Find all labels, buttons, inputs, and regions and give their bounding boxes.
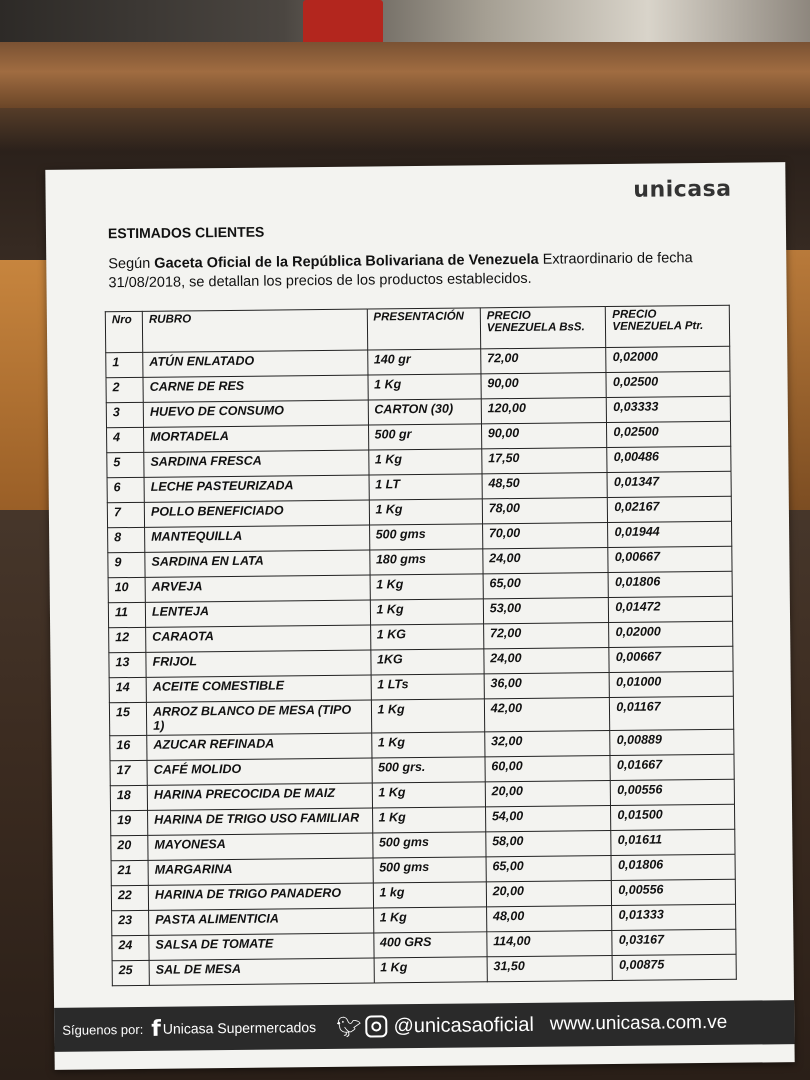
cell-precio-bss: 20,00 xyxy=(485,781,611,807)
follow-label: Síguenos por: xyxy=(62,1021,144,1038)
cell-precio-ptr: 0,01944 xyxy=(608,521,732,547)
cell-precio-ptr: 0,01167 xyxy=(610,696,734,730)
cell-rubro: MARGARINA xyxy=(148,858,373,885)
price-table xyxy=(105,305,737,987)
header-presentacion: PRESENTACIÓN xyxy=(367,308,481,350)
cell-presentacion: 1 Kg xyxy=(372,782,486,808)
cell-precio-ptr: 0,01472 xyxy=(609,596,733,622)
cell-nro: 24 xyxy=(112,935,149,960)
cell-precio-bss: 36,00 xyxy=(484,673,610,699)
cell-precio-ptr: 0,02000 xyxy=(609,621,733,647)
background-top-strip xyxy=(0,0,810,44)
cell-precio-ptr: 0,02500 xyxy=(606,371,730,397)
cell-presentacion: 1 Kg xyxy=(368,449,482,475)
cell-rubro: CARAOTA xyxy=(146,625,371,652)
cell-nro: 15 xyxy=(109,702,146,735)
cell-rubro: LECHE PASTEURIZADA xyxy=(144,475,369,502)
cell-presentacion: 1 Kg xyxy=(373,907,487,933)
cell-rubro: CARNE DE RES xyxy=(143,375,368,402)
cell-nro: 6 xyxy=(107,477,144,502)
cell-nro: 14 xyxy=(109,677,146,702)
cell-nro: 21 xyxy=(111,860,148,885)
cell-precio-ptr: 0,00486 xyxy=(607,446,731,472)
cell-precio-ptr: 0,01500 xyxy=(611,804,735,830)
cell-rubro: PASTA ALIMENTICIA xyxy=(149,908,374,935)
cell-presentacion: 140 gr xyxy=(367,349,481,375)
cell-rubro: AZUCAR REFINADA xyxy=(147,733,372,760)
cell-rubro: ARVEJA xyxy=(145,575,370,602)
cell-presentacion: 1 Kg xyxy=(371,732,485,758)
cell-precio-bss: 20,00 xyxy=(486,881,612,907)
cell-precio-ptr: 0,01611 xyxy=(611,829,735,855)
cell-presentacion: 1 LTs xyxy=(371,674,485,700)
cell-precio-bss: 60,00 xyxy=(485,756,611,782)
cell-nro: 3 xyxy=(106,402,143,427)
cell-precio-bss: 78,00 xyxy=(482,498,608,524)
cell-rubro: MAYONESA xyxy=(148,833,373,860)
footer-bar xyxy=(54,1000,794,1052)
instagram-icon xyxy=(365,1015,387,1037)
cell-rubro: HARINA DE TRIGO PANADERO xyxy=(148,883,373,910)
cell-nro: 23 xyxy=(112,910,149,935)
header-precio-bss: PRECIO VENEZUELA BsS. xyxy=(480,307,606,349)
cell-precio-ptr: 0,02167 xyxy=(608,496,732,522)
cell-nro: 18 xyxy=(110,785,147,810)
cell-precio-bss: 42,00 xyxy=(484,698,610,732)
cell-precio-bss: 72,00 xyxy=(483,623,609,649)
cell-rubro: HARINA DE TRIGO USO FAMILIAR xyxy=(148,808,373,835)
cell-precio-ptr: 0,01347 xyxy=(607,471,731,497)
cell-precio-bss: 24,00 xyxy=(484,648,610,674)
cell-rubro: LENTEJA xyxy=(145,600,370,627)
cell-precio-bss: 90,00 xyxy=(481,423,607,449)
cell-precio-bss: 48,00 xyxy=(486,906,612,932)
cell-presentacion: 180 gms xyxy=(369,549,483,575)
cell-nro: 19 xyxy=(111,810,148,835)
cell-presentacion: 1 LT xyxy=(369,474,483,500)
cell-presentacion: 500 gms xyxy=(369,524,483,550)
cell-rubro: FRIJOL xyxy=(146,650,371,677)
cell-rubro: SAL DE MESA xyxy=(149,958,374,985)
cell-rubro: ARROZ BLANCO DE MESA (TIPO 1) xyxy=(146,700,371,735)
cell-precio-ptr: 0,01000 xyxy=(610,671,734,697)
cell-presentacion: 1 Kg xyxy=(374,957,488,983)
cell-nro: 2 xyxy=(106,377,143,402)
cell-nro: 17 xyxy=(110,760,147,785)
cell-rubro: SARDINA EN LATA xyxy=(145,550,370,577)
cell-precio-bss: 31,50 xyxy=(487,956,613,982)
cell-nro: 20 xyxy=(111,835,148,860)
cell-presentacion: 500 gr xyxy=(368,424,482,450)
cell-presentacion: 1 Kg xyxy=(371,699,485,733)
cell-nro: 12 xyxy=(109,627,146,652)
intro-gazette: Gaceta Oficial de la República Bolivariana de Venezuela xyxy=(154,251,539,272)
cell-nro: 16 xyxy=(110,735,147,760)
cell-precio-ptr: 0,00875 xyxy=(612,954,736,980)
cell-rubro: MANTEQUILLA xyxy=(145,525,370,552)
cell-rubro: SALSA DE TOMATE xyxy=(149,933,374,960)
notice-intro xyxy=(108,249,748,294)
facebook-icon: f xyxy=(151,1016,161,1042)
cell-precio-bss: 32,00 xyxy=(485,731,611,757)
cell-precio-bss: 114,00 xyxy=(487,931,613,957)
background-red-appliance xyxy=(303,0,383,48)
cell-presentacion: 1 Kg xyxy=(370,574,484,600)
twitter-icon: 🐦︎ xyxy=(336,1016,362,1039)
cell-precio-bss: 90,00 xyxy=(481,373,607,399)
cell-nro: 4 xyxy=(107,427,144,452)
cell-rubro: SARDINA FRESCA xyxy=(144,450,369,477)
cell-precio-ptr: 0,01333 xyxy=(612,904,736,930)
intro-prefix: Según xyxy=(108,255,155,273)
cell-precio-ptr: 0,00556 xyxy=(612,879,736,905)
price-table-body xyxy=(106,346,737,985)
cell-precio-bss: 58,00 xyxy=(486,831,612,857)
cell-presentacion: 1 Kg xyxy=(372,807,486,833)
cell-rubro: ACEITE COMESTIBLE xyxy=(146,675,371,702)
cell-precio-ptr: 0,02500 xyxy=(607,421,731,447)
intro-suffix: Extraordinario de fecha 31/08/2018, se detallan los precios de los productos establecidos. xyxy=(108,250,693,292)
cell-presentacion: 1KG xyxy=(370,649,484,675)
cell-nro: 1 xyxy=(106,352,143,377)
cell-nro: 5 xyxy=(107,452,144,477)
cell-rubro: ATÚN ENLATADO xyxy=(143,350,368,377)
cell-nro: 7 xyxy=(107,502,144,527)
cell-precio-ptr: 0,03167 xyxy=(612,929,736,955)
cell-precio-bss: 54,00 xyxy=(485,806,611,832)
cell-nro: 11 xyxy=(108,602,145,627)
cell-precio-bss: 17,50 xyxy=(482,448,608,474)
cell-presentacion: 1 Kg xyxy=(370,599,484,625)
cell-rubro: MORTADELA xyxy=(144,425,369,452)
notice-heading: ESTIMADOS CLIENTES xyxy=(107,223,265,242)
cell-presentacion: 1 kg xyxy=(373,882,487,908)
cell-precio-bss: 70,00 xyxy=(482,523,608,549)
cell-precio-ptr: 0,01667 xyxy=(610,754,734,780)
cell-nro: 9 xyxy=(108,552,145,577)
cell-presentacion: 500 grs. xyxy=(372,757,486,783)
cell-precio-bss: 48,50 xyxy=(482,473,608,499)
cell-nro: 25 xyxy=(112,960,149,985)
cell-nro: 8 xyxy=(108,527,145,552)
cell-presentacion: 500 gms xyxy=(372,832,486,858)
cell-precio-bss: 65,00 xyxy=(486,856,612,882)
cell-precio-ptr: 0,01806 xyxy=(611,854,735,880)
cell-precio-bss: 24,00 xyxy=(483,548,609,574)
price-notice-sheet xyxy=(45,162,794,1070)
table-header-row xyxy=(105,305,729,353)
cell-nro: 13 xyxy=(109,652,146,677)
cell-rubro: HARINA PRECOCIDA DE MAIZ xyxy=(147,783,372,810)
wooden-shelf xyxy=(0,42,810,108)
cell-precio-bss: 72,00 xyxy=(481,348,607,374)
header-rubro: RUBRO xyxy=(142,309,367,352)
cell-precio-ptr: 0,02000 xyxy=(606,346,730,372)
cell-precio-ptr: 0,01806 xyxy=(608,571,732,597)
cell-rubro: POLLO BENEFICIADO xyxy=(144,500,369,527)
website: www.unicasa.com.ve xyxy=(549,1011,728,1035)
cell-presentacion: 1 KG xyxy=(370,624,484,650)
brand-logo: unicasa xyxy=(633,176,732,203)
cell-nro: 22 xyxy=(111,885,148,910)
cell-precio-ptr: 0,00889 xyxy=(610,729,734,755)
cell-presentacion: 1 Kg xyxy=(368,374,482,400)
cell-presentacion: 1 Kg xyxy=(369,499,483,525)
cell-precio-ptr: 0,03333 xyxy=(607,396,731,422)
cell-precio-ptr: 0,00556 xyxy=(611,779,735,805)
cell-precio-bss: 65,00 xyxy=(483,573,609,599)
table-row xyxy=(112,954,736,986)
cell-presentacion: 500 gms xyxy=(373,857,487,883)
cell-precio-ptr: 0,00667 xyxy=(608,546,732,572)
header-precio-ptr: PRECIO VENEZUELA Ptr. xyxy=(606,305,730,347)
cell-rubro: CAFÉ MOLIDO xyxy=(147,758,372,785)
facebook-name: Unicasa Supermercados xyxy=(162,1019,317,1037)
cell-presentacion: 400 GRS xyxy=(373,932,487,958)
cell-precio-ptr: 0,00667 xyxy=(609,646,733,672)
header-nro: Nro xyxy=(105,311,142,352)
cell-precio-bss: 53,00 xyxy=(483,598,609,624)
cell-rubro: HUEVO DE CONSUMO xyxy=(143,400,368,427)
cell-presentacion: CARTON (30) xyxy=(368,399,482,425)
social-handle: @unicasaoficial xyxy=(393,1013,534,1037)
cell-precio-bss: 120,00 xyxy=(481,398,607,424)
cell-nro: 10 xyxy=(108,577,145,602)
